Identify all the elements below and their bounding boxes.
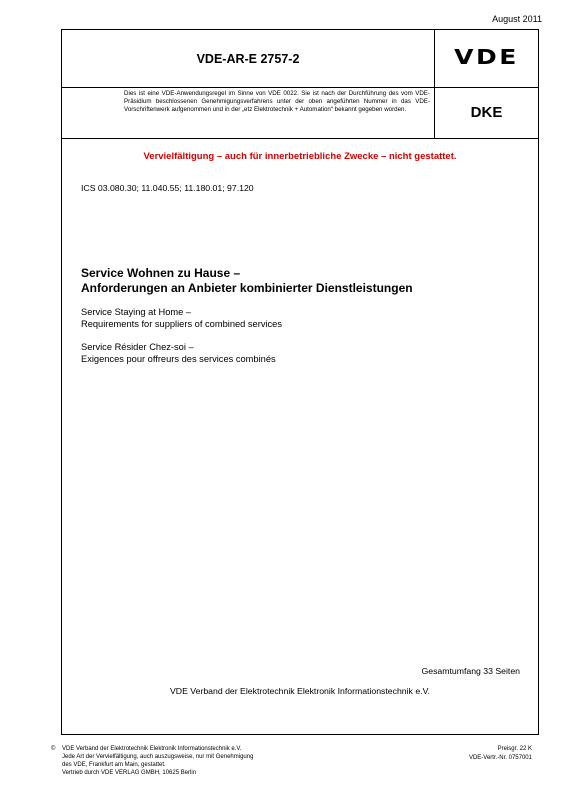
total-pages: Gesamtumfang 33 Seiten xyxy=(421,666,520,676)
header-block xyxy=(62,30,538,139)
footer-line: VDE Verband der Elektrotechnik Elektronik Informationstechnik e.V. xyxy=(62,746,242,752)
vde-logo-box xyxy=(435,30,538,88)
ics-codes: ICS 03.080.30; 11.040.55; 11.180.01; 97.120 xyxy=(81,183,254,193)
title-english xyxy=(81,306,282,330)
title-french-line: Exigences pour offreurs des services combinés xyxy=(81,354,276,364)
distribution-number: VDE-Vertr.-Nr. 0757001 xyxy=(468,754,532,761)
application-rule-statement: Dies ist eine VDE-Anwendungsregel im Sinne von VDE 0022. Sie ist nach der Durchführung des vom VDE-Präsidium beschlossenen Genehmigungsverfahrens unter der oben angeführten Nummer in das VDE-Vorschriftenwerk aufgenommen und in der „etz Elektrotechnik + Automation“ bekannt gegeben worden. xyxy=(124,90,430,114)
copyright-symbol: © xyxy=(51,746,56,752)
title-french-line: Service Résider Chez-soi – xyxy=(81,342,194,352)
footer-pricing xyxy=(469,745,532,762)
title-page-frame xyxy=(61,29,539,735)
title-english-line: Service Staying at Home – xyxy=(81,307,192,317)
document-number: VDE-AR-E 2757-2 xyxy=(196,52,300,66)
footer-copyright xyxy=(51,745,254,777)
title-french xyxy=(81,341,276,365)
header-right xyxy=(435,30,538,138)
header-left xyxy=(62,30,435,138)
footer-line: Jede Art der Vervielfältigung, auch auszugsweise, nur mit Genehmigung xyxy=(62,754,254,760)
footer-line: Vertrieb durch VDE VERLAG GMBH, 10625 Berlin xyxy=(62,770,197,776)
doc-id-box xyxy=(62,30,434,88)
publication-date: August 2011 xyxy=(492,14,542,24)
copy-restriction-notice: Vervielfältigung – auch für innerbetriebliche Zwecke – nicht gestattet. xyxy=(143,151,457,162)
dke-label: DKE xyxy=(470,104,503,121)
footer-line: des VDE, Frankfurt am Main, gestattet. xyxy=(62,762,166,768)
price-group: Preisgr. 22 K xyxy=(497,746,532,752)
title-german xyxy=(81,266,413,296)
title-german-line: Service Wohnen zu Hause – xyxy=(81,266,241,280)
vde-logo: VDE xyxy=(454,45,519,69)
association-name: VDE Verband der Elektrotechnik Elektronik Informationstechnik e.V. xyxy=(170,686,430,696)
title-german-line: Anforderungen an Anbieter kombinierter Dienstleistungen xyxy=(81,281,413,295)
title-english-line: Requirements for suppliers of combined services xyxy=(81,319,283,329)
